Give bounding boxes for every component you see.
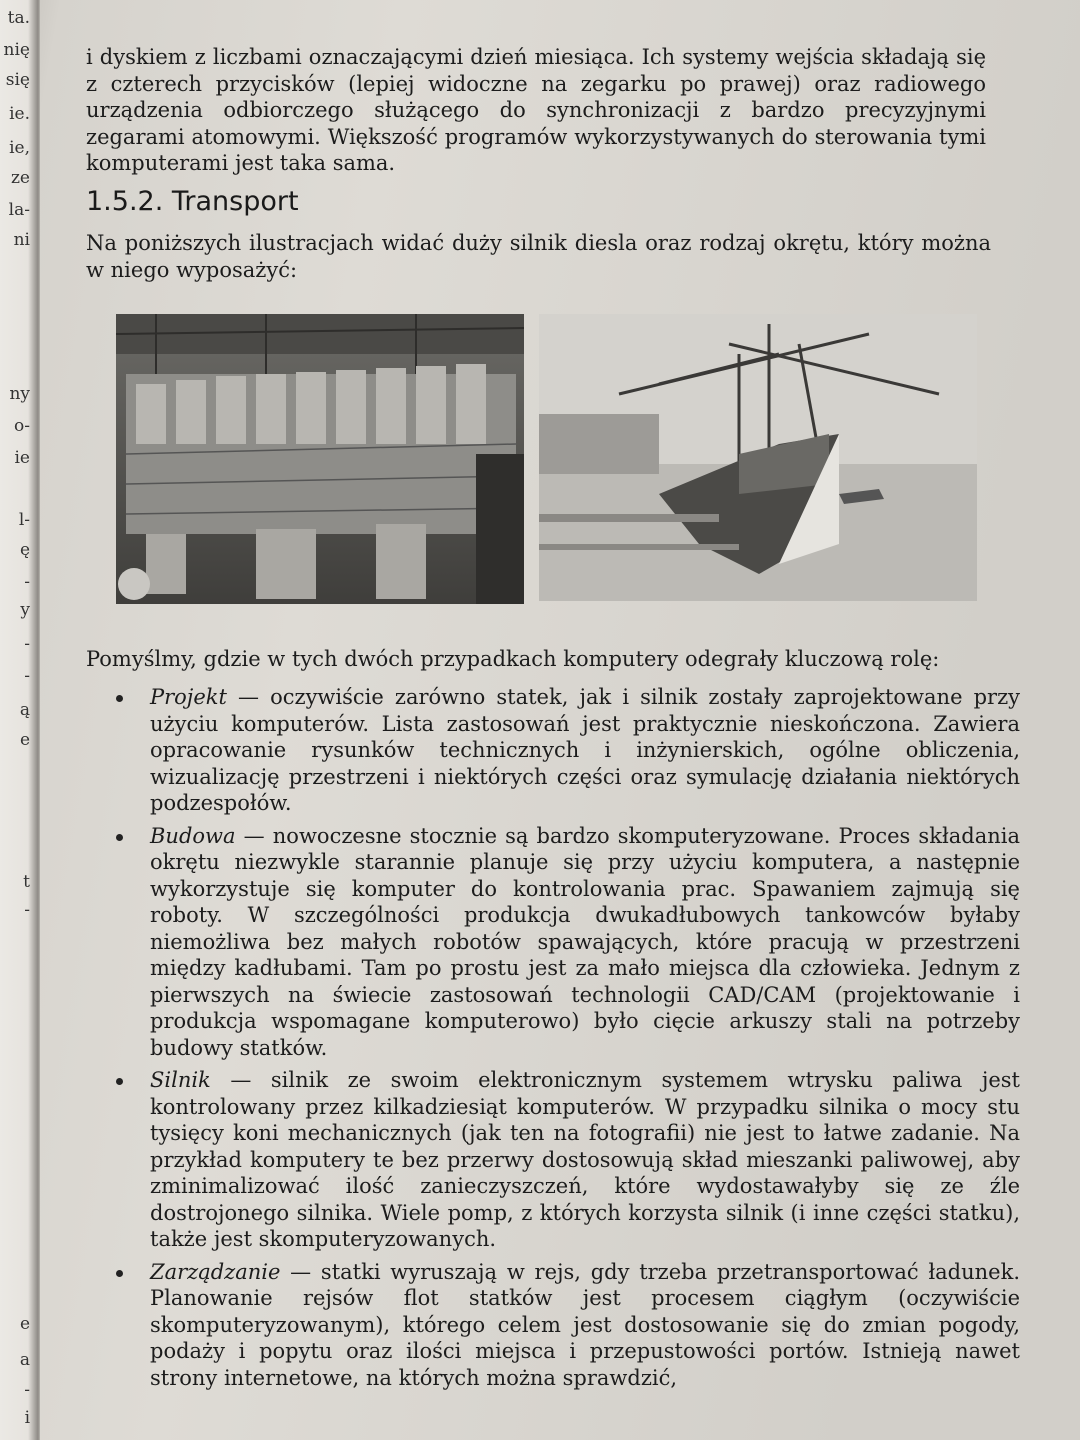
- list-item: [110, 684, 1020, 817]
- gutter-fragment: y: [20, 600, 30, 620]
- bullet-term: Budowa: [150, 823, 236, 848]
- gutter-fragment: l-: [18, 510, 30, 530]
- gutter-fragment: e: [19, 1314, 30, 1334]
- top-paragraph: i dyskiem z liczbami oznaczającymi dzień miesiąca. Ich systemy wejścia składają się z czterech przycisków (lepiej widoczne na zegarku po prawej) oraz radiowego urządzenia odbiorczego służącego do synchronizacji z bardzo precyzyjnymi zegarami atomowymi. Większość programów wykorzystywanych do sterowania tymi komputerami jest taka sama.: [86, 45, 986, 175]
- gutter-fragment: -: [24, 666, 30, 686]
- bullet-term: Zarządzanie: [150, 1259, 281, 1284]
- gutter-fragment: t: [23, 872, 30, 892]
- list-item: [110, 1067, 1020, 1253]
- lead-paragraph: Pomyślmy, gdzie w tych dwóch przypadkach komputery odegrały kluczową rolę:: [86, 647, 940, 671]
- gutter-fragment: i: [24, 1408, 30, 1428]
- gutter-fragment: a: [19, 1350, 30, 1370]
- gutter-fragment: się: [5, 70, 30, 90]
- gutter-fragment: nię: [3, 40, 30, 60]
- list-item: [110, 823, 1020, 1062]
- list-item: [110, 1259, 1020, 1392]
- container-ship-photo: [539, 314, 977, 601]
- facing-page-edge: [0, 0, 40, 1440]
- bullet-text: — oczywiście zarówno statek, jak i silnik zostały zaprojektowane przy użyciu komputerów. Lista zastosowań jest praktycznie nieskończona. Zawiera opracowanie rysunków technicznych i inżynierskich, ogólne obliczenia, wizualizację przestrzeni i niektórych części oraz symulację działania niektórych podzespołów.: [150, 685, 1020, 815]
- gutter-fragment: -: [24, 900, 30, 920]
- page-content: [86, 44, 1021, 1390]
- gutter-fragment: e: [19, 730, 30, 750]
- bullet-text: — statki wyruszają w rejs, gdy trzeba przetransportować ładunek. Planowanie rejsów flot statków jest procesem ciągłym (oczywiście skomputeryzowanym), którego celem jest dostosowanie się do zmian pogody, podaży i popytu oraz ilości miejsca i przepustowości portów. Istnieją nawet strony internetowe, na których można sprawdzić,: [150, 1259, 1020, 1390]
- bullet-dot: [116, 695, 123, 702]
- gutter-fragment: -: [24, 572, 30, 592]
- bullet-dot: [116, 1270, 123, 1277]
- intro-paragraph: Na poniższych ilustracjach widać duży silnik diesla oraz rodzaj okrętu, który można w niego wyposażyć:: [86, 231, 991, 282]
- gutter-fragment: ny: [9, 384, 30, 404]
- gutter-fragment: o-: [14, 416, 30, 436]
- gutter-fragment: -: [24, 634, 30, 654]
- gutter-fragment: ie,: [9, 138, 30, 158]
- photo-row: [116, 314, 978, 604]
- bullet-term: Silnik: [150, 1068, 211, 1092]
- bullet-term: Projekt: [150, 685, 227, 709]
- gutter-fragment: la-: [8, 200, 30, 220]
- bullet-dot: [116, 834, 123, 841]
- section-heading: 1.5.2. Transport: [86, 186, 299, 217]
- bullet-text: — nowoczesne stocznie są bardzo skomputeryzowane. Proces składania okrętu niezwykle starannie planuje się przy użyciu komputera, a następnie wykorzystuje się komputer do kontrolowania prac. Spawaniem zajmują się roboty. W szczególności produkcja dwukadłubowych tankowców byłaby niemożliwa bez małych robotów spawających, które pracują w przestrzeni między kadłubami. Tam po prostu jest za mało miejsca dla człowieka. Jednym z pierwszych na świecie zastosowań technologii CAD/CAM (projektowanie i produkcja wspomagane komputerowo) było cięcie arkuszy stali na potrzeby budowy statków.: [150, 823, 1020, 1060]
- bullet-list: [110, 684, 1020, 1397]
- gutter-fragment: ę: [19, 540, 30, 560]
- gutter-fragment: ni: [13, 230, 30, 250]
- gutter-fragment: ze: [10, 168, 30, 188]
- gutter-fragment: ą: [19, 700, 30, 720]
- gutter-fragment: -: [24, 1380, 30, 1400]
- diesel-engine-photo: [116, 314, 524, 604]
- gutter-fragment: ie: [14, 448, 30, 468]
- bullet-text: — silnik ze swoim elektronicznym systemem wtrysku paliwa jest kontrolowany przez kilkadziesiąt komputerów. W przypadku silnika o mocy stu tysięcy koni mechanicznych (jak ten na fotografii) nie jest to łatwe zadanie. Na przykład komputery te bez przerwy dostosowują skład mieszanki paliwowej, aby zminimalizować ilość zanieczyszczeń, które wydostawałyby się ze źle dostrojonego silnika. Wiele pomp, z których korzysta silnik (i inne części statku), także jest skomputeryzowanych.: [150, 1068, 1020, 1251]
- gutter-fragment: ie.: [9, 104, 30, 124]
- bullet-dot: [116, 1078, 123, 1085]
- gutter-fragment: ta.: [7, 8, 30, 28]
